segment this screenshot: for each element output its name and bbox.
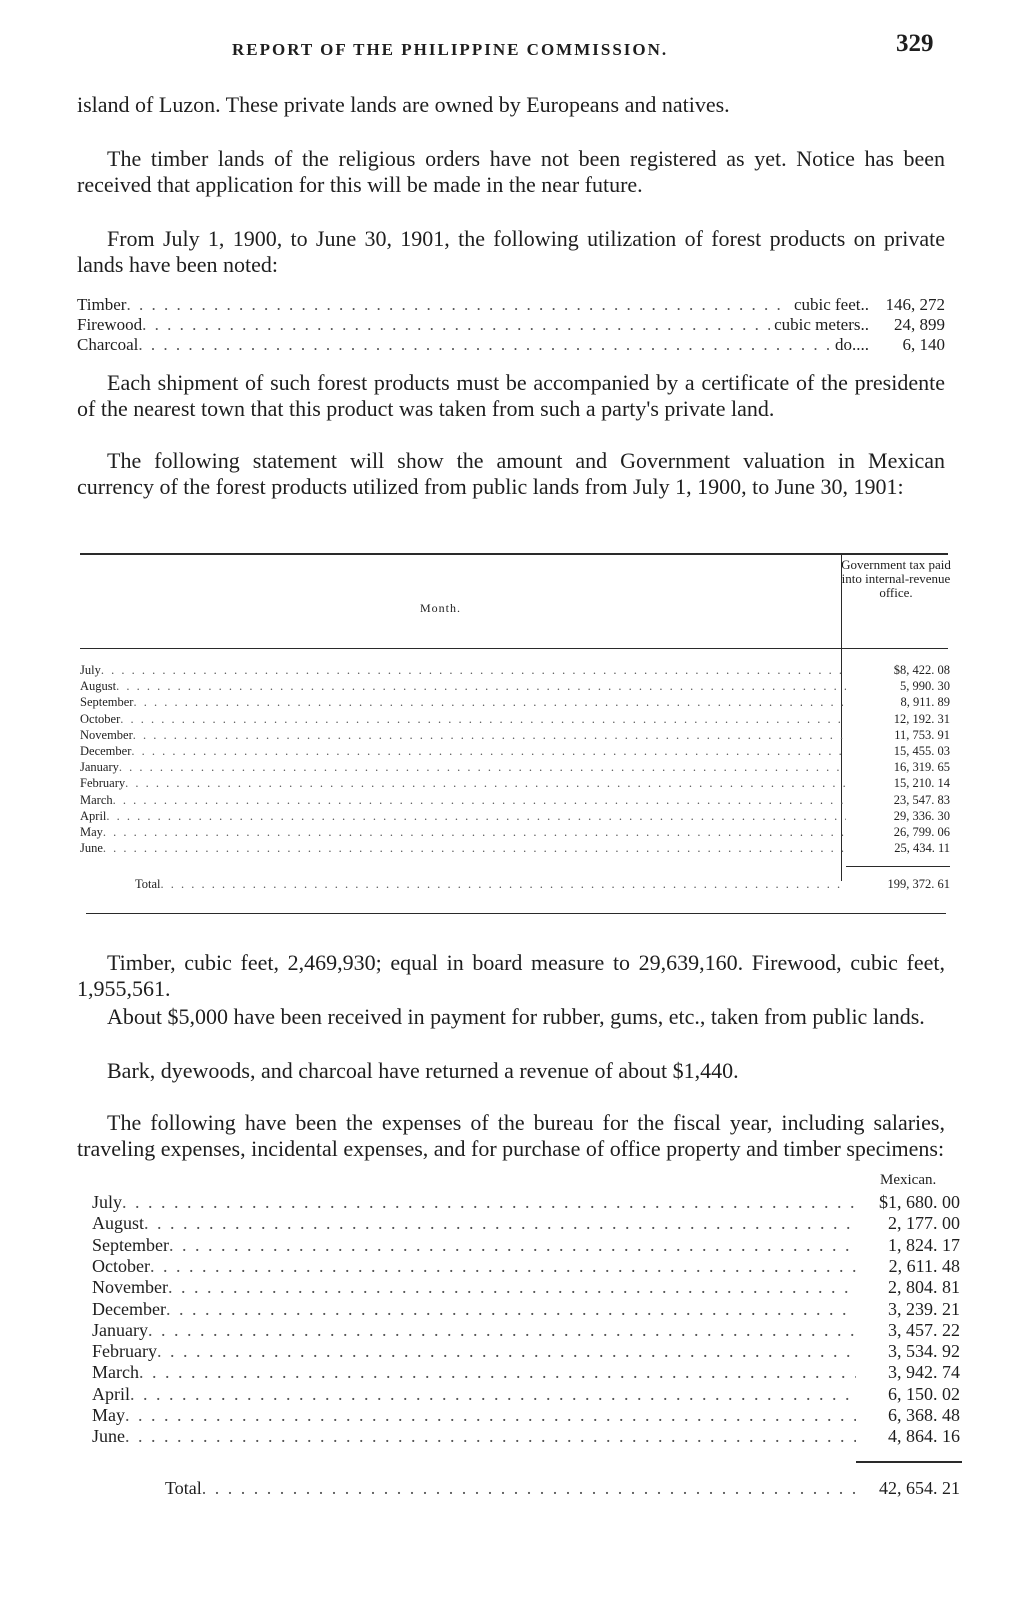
amount-value: 25, 434. 11 xyxy=(894,841,950,856)
month-label: February xyxy=(92,1341,157,1362)
amount-value: 16, 319. 65 xyxy=(893,760,950,775)
expense-row xyxy=(92,1426,960,1446)
amount-value: 3, 457. 22 xyxy=(888,1319,960,1340)
tax-row xyxy=(80,727,950,743)
table-top-rule xyxy=(80,553,948,555)
leader-dots xyxy=(169,1235,856,1255)
expenses-column-header: Mexican. xyxy=(880,1172,937,1188)
product-label: Firewood xyxy=(77,315,143,334)
tax-row xyxy=(80,840,950,856)
private-product-row xyxy=(77,296,945,314)
product-value: 6, 140 xyxy=(902,335,945,354)
expense-row xyxy=(92,1213,960,1233)
leader-dots xyxy=(130,1384,856,1404)
product-label: Timber xyxy=(77,295,127,314)
product-value: 24, 899 xyxy=(894,315,945,334)
expense-row xyxy=(92,1405,960,1425)
product-unit: do.... xyxy=(835,335,869,354)
amount-value: $1, 680. 00 xyxy=(879,1192,960,1212)
amount-value: 1, 824. 17 xyxy=(888,1234,960,1255)
leader-dots xyxy=(139,1362,856,1382)
amount-value: 2, 177. 00 xyxy=(888,1213,960,1234)
tax-row xyxy=(80,678,950,694)
leader-dots xyxy=(144,1213,856,1233)
tax-row xyxy=(80,792,950,808)
month-label: April xyxy=(80,808,107,823)
leader-dots xyxy=(166,1299,856,1319)
product-unit: cubic meters.. xyxy=(774,315,869,334)
amount-value: 2, 804. 81 xyxy=(888,1277,960,1298)
amount-value: 6, 150. 02 xyxy=(888,1383,960,1404)
month-label: November xyxy=(92,1277,168,1298)
expense-row xyxy=(92,1320,960,1340)
paragraph-6: Timber, cubic feet, 2,469,930; equal in board measure to 29,639,160. Firewood, cubic feet, 1,955,561. xyxy=(77,950,945,1001)
tax-row xyxy=(80,759,950,775)
column-header-month: Month. xyxy=(420,601,462,615)
paragraph-3: From July 1, 1900, to June 30, 1901, the following utilization of forest products on private lands have been noted: xyxy=(77,226,945,277)
month-label: March xyxy=(80,792,113,807)
table-bottom-rule xyxy=(86,913,946,914)
month-label: December xyxy=(92,1298,166,1319)
total-label: Total xyxy=(135,877,161,891)
product-value: 146, 272 xyxy=(885,295,945,314)
leader-dots xyxy=(106,808,846,824)
column-header-tax: Government tax paid into internal-revenue office. xyxy=(841,557,951,600)
expense-row xyxy=(92,1341,960,1361)
table-header-rule xyxy=(80,648,948,649)
paragraph-1: island of Luzon. These private lands are owned by Europeans and natives. xyxy=(77,92,730,117)
month-label: April xyxy=(92,1383,130,1404)
leader-dots xyxy=(122,1192,856,1212)
leader-dots xyxy=(119,759,846,775)
month-label: December xyxy=(80,744,132,758)
amount-value: 2, 611. 48 xyxy=(888,1255,960,1276)
paragraph-8: Bark, dyewoods, and charcoal have returned a revenue of about $1,440. xyxy=(107,1058,739,1083)
amount-value: 11, 753. 91 xyxy=(894,727,950,742)
expenses-total-rule xyxy=(856,1461,962,1463)
leader-dots xyxy=(150,1256,856,1276)
month-label: June xyxy=(80,841,103,856)
amount-value: 5, 990. 30 xyxy=(900,679,950,694)
leader-dots xyxy=(116,678,846,694)
amount-value: 15, 455. 03 xyxy=(893,744,950,758)
leader-dots xyxy=(131,743,846,759)
tax-row xyxy=(80,775,950,791)
month-label: May xyxy=(80,825,103,839)
amount-value: 12, 192. 31 xyxy=(893,711,950,726)
leader-dots xyxy=(103,840,846,856)
total-label: Total xyxy=(165,1478,202,1498)
product-label: Charcoal xyxy=(77,335,139,354)
amount-value: 4, 864. 16 xyxy=(888,1426,960,1447)
amount-value: 29, 336. 30 xyxy=(893,808,950,823)
leader-dots xyxy=(133,727,846,743)
month-label: October xyxy=(80,711,121,726)
month-label: November xyxy=(80,727,133,742)
month-label: October xyxy=(92,1255,150,1276)
expense-row xyxy=(92,1299,960,1319)
leader-dots xyxy=(125,1405,856,1425)
expense-row xyxy=(92,1235,960,1255)
month-label: August xyxy=(92,1213,145,1234)
expenses-total-row xyxy=(165,1478,960,1498)
leader-dots xyxy=(101,662,846,678)
tax-row xyxy=(80,662,950,678)
tax-row xyxy=(80,808,950,824)
leader-dots xyxy=(125,775,846,791)
paragraph-2: The timber lands of the religious orders have not been registered as yet. Notice has been received that application for this will be made in the near future. xyxy=(77,146,945,197)
leader-dots xyxy=(168,1277,856,1297)
leader-dots xyxy=(126,296,790,314)
tax-row xyxy=(80,694,950,710)
paragraph-9: The following have been the expenses of the bureau for the fiscal year, including salaries, traveling expenses, incidental expenses, and for purchase of office property and timber specimens: xyxy=(77,1110,945,1161)
expense-row xyxy=(92,1277,960,1297)
private-product-row xyxy=(77,336,945,354)
total-value: 199, 372. 61 xyxy=(887,877,950,891)
leader-dots xyxy=(103,824,846,840)
product-unit: cubic feet.. xyxy=(793,295,869,314)
tax-row xyxy=(80,711,950,727)
month-label: March xyxy=(92,1362,139,1383)
leader-dots xyxy=(113,792,846,808)
month-label: June xyxy=(92,1426,125,1447)
paragraph-4: Each shipment of such forest products must be accompanied by a certificate of the presidente of the nearest town that this product was taken from such a party's private land. xyxy=(77,370,945,421)
month-label: May xyxy=(92,1405,125,1425)
month-label: February xyxy=(80,776,126,791)
page-number: 329 xyxy=(896,30,934,57)
leader-dots xyxy=(202,1478,856,1498)
running-header: REPORT OF THE PHILIPPINE COMMISSION. xyxy=(232,40,669,59)
amount-value: 3, 239. 21 xyxy=(888,1298,960,1319)
total-value: 42, 654. 21 xyxy=(879,1478,960,1498)
amount-value: 3, 942. 74 xyxy=(888,1362,960,1383)
tax-row xyxy=(80,824,950,840)
paragraph-5: The following statement will show the amount and Government valuation in Mexican currency of the forest products utilized from public lands from July 1, 1900, to June 30, 1901: xyxy=(77,448,945,499)
expense-row xyxy=(92,1192,960,1212)
total-rule xyxy=(846,866,950,867)
leader-dots xyxy=(125,1426,856,1446)
paragraph-7: About $5,000 have been received in payment for rubber, gums, etc., taken from public lands. xyxy=(107,1004,925,1029)
month-label: January xyxy=(92,1319,148,1340)
amount-value: 8, 911. 89 xyxy=(900,695,950,710)
month-label: January xyxy=(80,760,119,775)
leader-dots xyxy=(138,336,831,354)
leader-dots xyxy=(133,694,846,710)
month-label: September xyxy=(92,1234,169,1255)
tax-row xyxy=(80,743,950,759)
amount-value: $8, 422. 08 xyxy=(893,663,950,677)
amount-value: 15, 210. 14 xyxy=(893,776,950,791)
amount-value: 3, 534. 92 xyxy=(888,1341,960,1362)
amount-value: 23, 547. 83 xyxy=(893,792,950,807)
expense-row xyxy=(92,1384,960,1404)
expense-row xyxy=(92,1362,960,1382)
expense-row xyxy=(92,1256,960,1276)
leader-dots xyxy=(157,1341,856,1361)
amount-value: 26, 799. 06 xyxy=(893,825,950,839)
private-product-row xyxy=(77,316,945,334)
tax-total-row xyxy=(135,876,950,892)
leader-dots xyxy=(161,876,846,892)
month-label: September xyxy=(80,695,134,710)
month-label: August xyxy=(80,679,117,694)
amount-value: 6, 368. 48 xyxy=(888,1405,960,1425)
leader-dots xyxy=(142,316,770,334)
month-label: July xyxy=(92,1192,123,1212)
leader-dots xyxy=(148,1320,856,1340)
leader-dots xyxy=(120,711,846,727)
month-label: July xyxy=(80,663,101,677)
